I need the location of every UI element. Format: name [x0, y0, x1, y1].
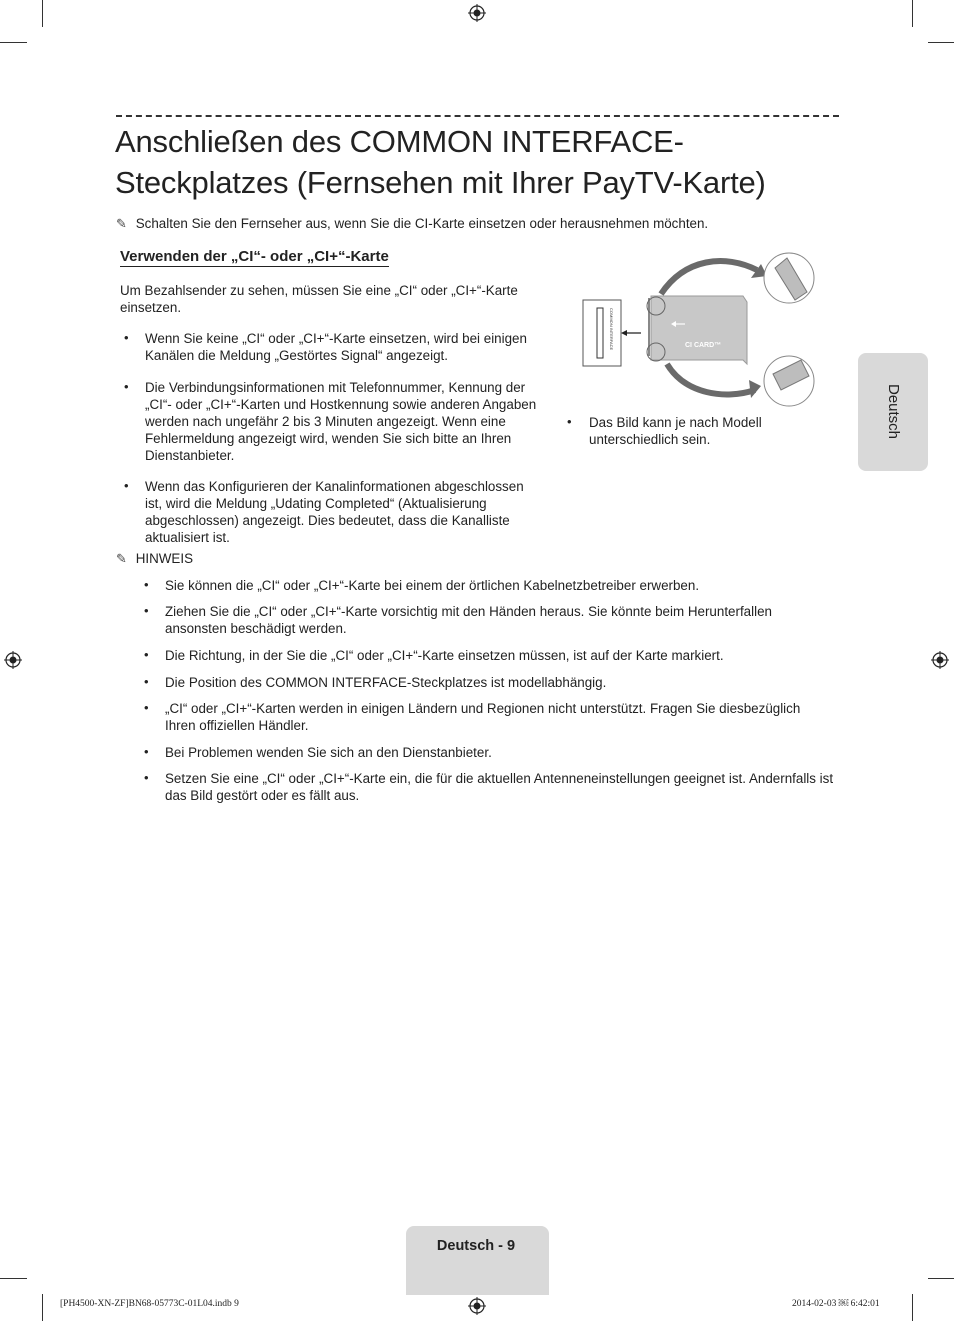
crop-mark: [912, 1294, 913, 1321]
imprint-left: [PH4500-XN-ZF]BN68-05773C-01L04.indb 9: [60, 1299, 239, 1309]
top-note: [116, 215, 708, 233]
registration-mark-icon: [931, 651, 949, 669]
slot-label: COMMON INTERFACE: [609, 308, 614, 351]
ci-card-label: CI CARD™: [685, 342, 722, 349]
pencil-note-icon: ✎: [116, 216, 127, 231]
list-item: Die Position des COMMON INTERFACE-Steckplatzes ist modellabhängig.: [165, 675, 607, 690]
bullet-icon: •: [144, 577, 149, 592]
bullet-icon: •: [144, 647, 149, 662]
crop-mark: [42, 1294, 43, 1321]
crop-mark: [0, 1278, 27, 1279]
registration-mark-icon: [468, 4, 486, 22]
crop-mark: [912, 0, 913, 27]
imprint-right: 2014-02-03 ￼ 6:42:01: [792, 1299, 880, 1309]
bullet-icon: •: [144, 744, 149, 759]
registration-mark-icon: [468, 1297, 486, 1315]
list-item: Die Verbindungsinformationen mit Telefonnummer, Kennung der „CI“- oder „CI+“-Karten und Hostkennung sowie anderen Angaben werden nach ungefähr 2 bis 3 Minuten angezeigt. Wenn eine Fehlermeldung angezeigt wird, wenden Sie sich bitte an Ihren Dienstanbieter.: [145, 380, 537, 463]
section-heading: Verwenden der „CI“- oder „CI+“-Karte: [120, 248, 389, 265]
bullet-icon: •: [124, 478, 129, 493]
list-item: Die Richtung, in der Sie die „CI“ oder „CI+“-Karte einsetzen müssen, ist auf der Karte markiert.: [165, 648, 724, 663]
pencil-note-icon: ✎: [116, 551, 127, 566]
bullet-icon: •: [144, 603, 149, 618]
bullet-icon: •: [144, 770, 149, 785]
bullet-icon: •: [124, 330, 129, 345]
page-title: Anschließen des COMMON INTERFACE-Steckplatzes (Fernsehen mit Ihrer PayTV-Karte): [115, 124, 766, 200]
bullet-icon: •: [124, 379, 129, 394]
list-item: Ziehen Sie die „CI“ oder „CI+“-Karte vorsichtig mit den Händen heraus. Sie könnte beim Herunterfallen ansonsten beschädigt werden.: [165, 604, 772, 636]
hinweis-heading: [116, 550, 193, 567]
registration-mark-icon: [4, 651, 22, 669]
top-note-text: Schalten Sie den Fernseher aus, wenn Sie die CI-Karte einsetzen oder herausnehmen möchten.: [135, 216, 709, 231]
list-item: „CI“ oder „CI+“-Karten werden in einigen Ländern und Regionen nicht unterstützt. Fragen Sie diesbezüglich Ihren offiziellen Händler.: [165, 701, 801, 733]
page-number: Deutsch - 9: [436, 1238, 516, 1254]
bullet-icon: •: [567, 414, 572, 429]
dashed-divider: [116, 115, 839, 117]
page-number-box: [406, 1226, 549, 1295]
crop-mark: [42, 0, 43, 27]
list-item: Wenn das Konfigurieren der Kanalinformationen abgeschlossen ist, wird die Meldung „Udating Completed“ (Aktualisierung abgeschlossen) angezeigt. Dies bedeutet, dass die Kanalliste aktualisiert ist.: [145, 479, 524, 545]
bullet-icon: •: [144, 674, 149, 689]
hinweis-label: HINWEIS: [135, 551, 194, 566]
bullet-icon: •: [144, 700, 149, 715]
crop-mark: [928, 42, 954, 43]
crop-mark: [0, 42, 27, 43]
section-intro: Um Bezahlsender zu sehen, müssen Sie eine „CI“ oder „CI+“-Karte einsetzen.: [120, 283, 518, 315]
crop-mark: [928, 1278, 954, 1279]
list-item: Bei Problemen wenden Sie sich an den Dienstanbieter.: [165, 745, 492, 760]
language-side-tab-label: Deutsch: [885, 384, 902, 440]
list-item: Setzen Sie eine „CI“ oder „CI+“-Karte ein, die für die aktuellen Antenneneinstellungen geeignet ist. Andernfalls ist das Bild gestört oder es fällt aus.: [165, 771, 834, 803]
figure-caption: Das Bild kann je nach Modell unterschiedlich sein.: [589, 415, 762, 447]
list-item: Sie können die „CI“ oder „CI+“-Karte bei einem der örtlichen Kabelnetzbetreiber erwerben.: [165, 578, 700, 593]
ci-card-illustration: [575, 248, 820, 408]
list-item: Wenn Sie keine „CI“ oder „CI+“-Karte einsetzen, wird bei einigen Kanälen die Meldung „Gestörtes Signal“ angezeigt.: [145, 331, 527, 363]
